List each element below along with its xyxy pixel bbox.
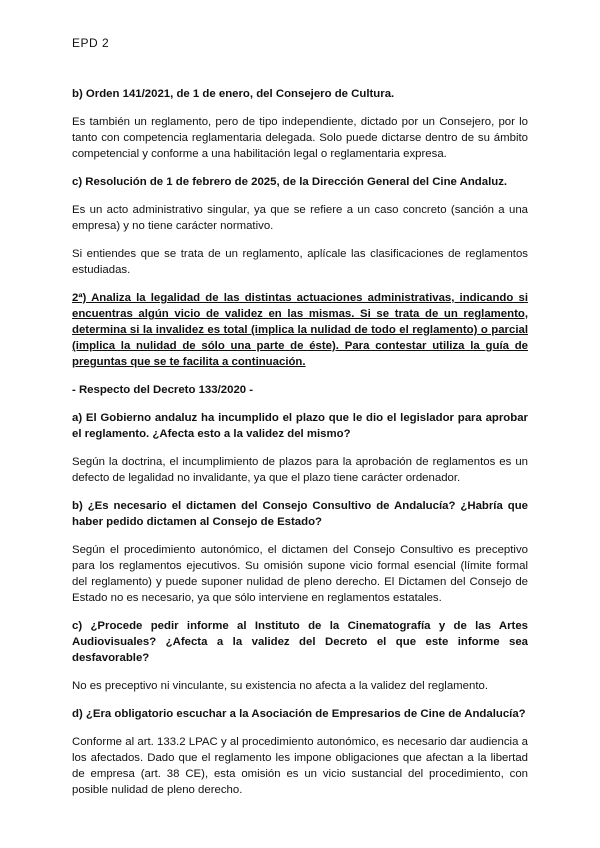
question-b-heading: b) ¿Es necesario el dictamen del Consejo Consultivo de Andalucía? ¿Habría que haber pedido dictamen al Consejo de Estado?: [72, 500, 528, 528]
question-a-answer: Según la doctrina, el incumplimiento de plazos para la aprobación de reglamentos es un defecto de legalidad no invalidante, ya que el plazo tiene carácter ordenador.: [72, 456, 528, 484]
section-c-heading: c) Resolución de 1 de febrero de 2025, de la Dirección General del Cine Andaluz.: [72, 176, 508, 188]
question-d-answer: Conforme al art. 133.2 LPAC y al procedimiento autonómico, es necesario dar audiencia a los afectados. Dado que el reglamento les impone obligaciones que afectan a la libertad de empresa (art. 38 CE), esta omisión es un vicio sustancial del procedimiento, con posible nulidad de pleno derecho.: [72, 736, 528, 796]
task-2-instructions: 2ª) Analiza la legalidad de las distintas actuaciones administrativas, indicando si encuentras algún vicio de validez en las mismas. Si se trata de un reglamento, determina si la invalidez es total (implica la nulidad de todo el reglamento) o parcial (implica la nulidad de sólo una parte de éste). Para contestar utiliza la guía de preguntas que se te facilita a continuación.: [72, 292, 528, 368]
section-c-text: Es un acto administrativo singular, ya que se refiere a un caso concreto (sanción a una empresa) y no tiene carácter normativo.: [72, 204, 528, 232]
page-header: EPD 2: [72, 36, 110, 50]
question-a-heading: a) El Gobierno andaluz ha incumplido el plazo que le dio el legislador para aprobar el reglamento. ¿Afecta esto a la validez del mismo?: [72, 412, 528, 440]
section-b-text: Es también un reglamento, pero de tipo independiente, dictado por un Consejero, por lo tanto con competencia reglamentaria delegada. Solo puede dictarse dentro de su ámbito competencial y conforme a una habilitación legal o reglamentaria expresa.: [72, 116, 528, 160]
decreto-heading: - Respecto del Decreto 133/2020 -: [72, 384, 254, 396]
document-body: [72, 86, 528, 798]
question-c-heading: c) ¿Procede pedir informe al Instituto de la Cinematografía y de las Artes Audiovisuales? ¿Afecta a la validez del Decreto el que este informe sea desfavorable?: [72, 620, 528, 664]
section-b-heading: b) Orden 141/2021, de 1 de enero, del Consejero de Cultura.: [72, 88, 395, 100]
classification-note: Si entiendes que se trata de un reglamento, aplícale las clasificaciones de reglamentos estudiadas.: [72, 248, 528, 276]
question-d-heading: d) ¿Era obligatorio escuchar a la Asociación de Empresarios de Cine de Andalucía?: [72, 708, 526, 720]
question-b-answer: Según el procedimiento autonómico, el dictamen del Consejo Consultivo es preceptivo para los reglamentos ejecutivos. Su omisión supone vicio formal esencial (límite formal del reglamento) y puede suponer nulidad de pleno derecho. El Dictamen del Consejo de Estado no es necesario, ya que sólo interviene en reglamentos estatales.: [72, 544, 528, 604]
question-c-answer: No es preceptivo ni vinculante, su existencia no afecta a la validez del reglamento.: [72, 680, 488, 692]
